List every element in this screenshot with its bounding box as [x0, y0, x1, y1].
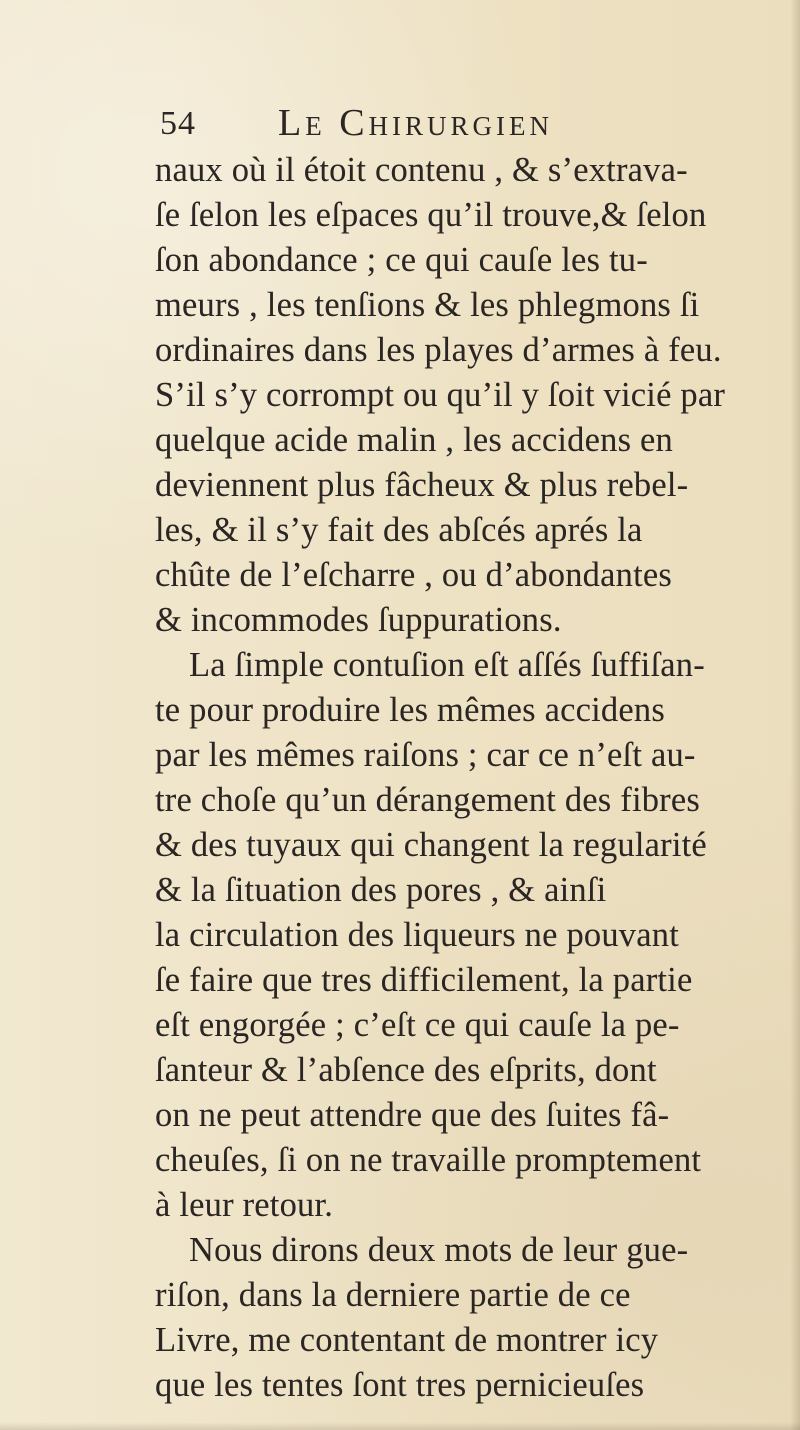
text-line-12: La ſimple contuſion eſt aſſés ſuffiſan- [189, 646, 705, 684]
text-line-8: deviennent plus fâcheux & plus rebel- [155, 466, 689, 504]
text-line-27: Livre, me contentant de montrer icy [155, 1321, 659, 1359]
text-line-13: te pour produire les mêmes accidens [155, 691, 665, 729]
text-line-4: meurs , les tenſions & les phlegmons ſi [155, 286, 700, 324]
running-head: Le Chirurgien [278, 102, 554, 144]
page-header [160, 101, 760, 149]
text-line-14: par les mêmes raiſons ; car ce n’eſt au- [155, 736, 696, 774]
text-line-17: & la ſituation des pores , & ainſi [155, 871, 607, 909]
text-line-15: tre choſe qu’un dérangement des fibres [155, 781, 701, 819]
text-line-1: naux où il étoit contenu , & s’extrava- [155, 151, 688, 189]
text-line-9: les, & il s’y fait des abſcés aprés la [155, 511, 643, 549]
text-line-6: S’il s’y corrompt ou qu’il y ſoit vicié par [155, 376, 726, 414]
text-line-7: quelque acide malin , les accidens en [155, 421, 673, 459]
text-line-16: & des tuyaux qui changent la regularité [155, 826, 707, 864]
text-line-24: à leur retour. [155, 1186, 334, 1224]
page-number: 54 [160, 105, 196, 142]
text-line-2: ſe ſelon les eſpaces qu’il trouve,& ſelon [155, 196, 707, 234]
text-line-18: la circulation des liqueurs ne pouvant [155, 916, 679, 954]
text-line-11: & incommodes ſuppurations. [155, 601, 562, 639]
text-line-20: eſt engorgée ; c’eſt ce qui cauſe la pe- [155, 1006, 680, 1044]
text-line-25: Nous dirons deux mots de leur gue- [189, 1231, 689, 1269]
text-line-19: ſe faire que tres difficilement, la partie [155, 961, 693, 999]
text-line-28: que les tentes ſont tres pernicieuſes [155, 1366, 645, 1404]
text-line-3: ſon abondance ; ce qui cauſe les tu- [155, 241, 648, 279]
text-line-5: ordinaires dans les playes d’armes à feu. [155, 331, 722, 369]
text-line-10: chûte de l’eſcharre , ou d’abondantes [155, 556, 672, 594]
text-line-21: ſanteur & l’abſence des eſprits, dont [155, 1051, 657, 1089]
text-line-23: cheuſes, ſi on ne travaille promptement [155, 1141, 702, 1179]
text-line-22: on ne peut attendre que des ſuites fâ- [155, 1096, 670, 1134]
body-text [155, 148, 765, 1408]
text-line-26: riſon, dans la derniere partie de ce [155, 1276, 631, 1314]
page-edge-bottom [0, 1422, 800, 1430]
page-edge-right [790, 0, 800, 1430]
